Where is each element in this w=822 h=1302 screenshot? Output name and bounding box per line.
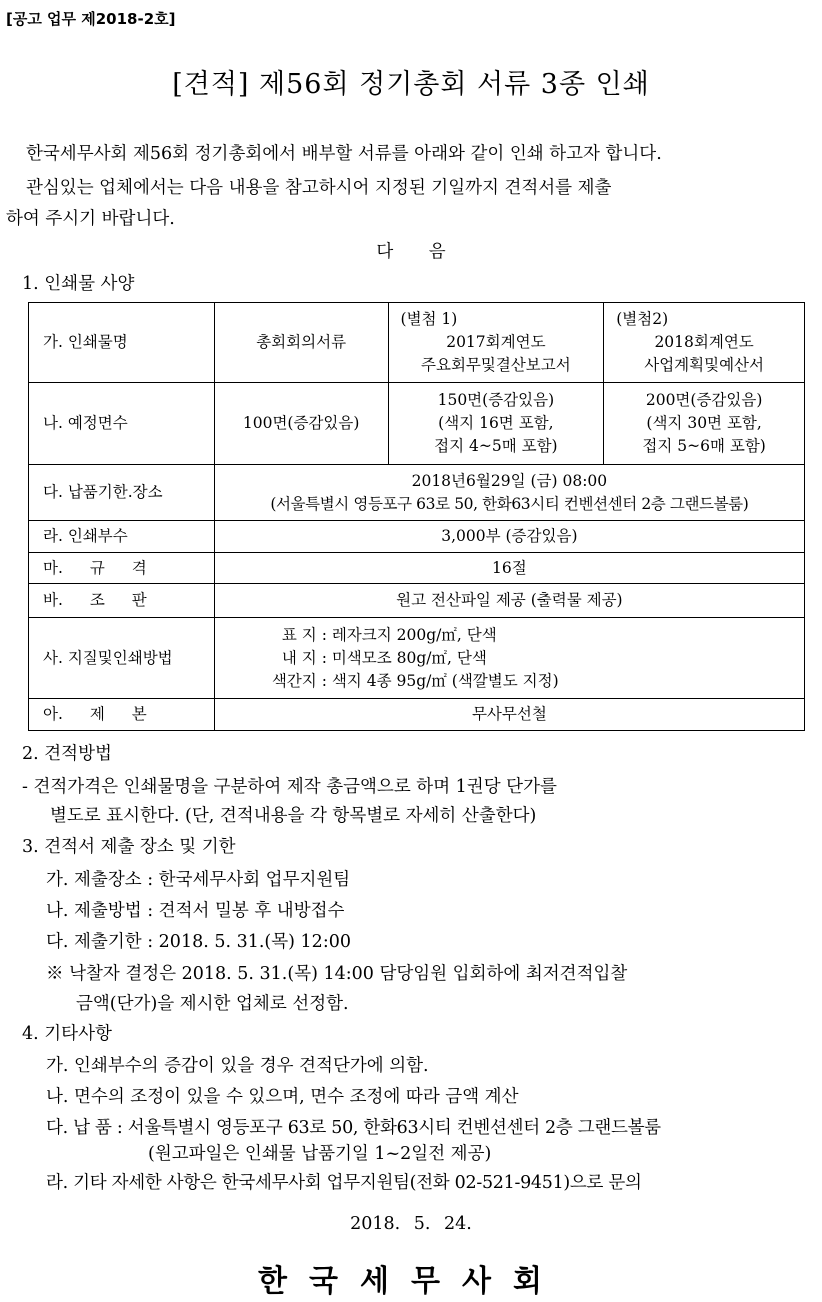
paper-value xyxy=(214,618,804,699)
document-date: 2018. 5. 24. xyxy=(350,1214,472,1234)
print-name-col2: (별첨 1) 2017회계연도 주요회무및결산보고서 xyxy=(388,303,604,383)
label-layout: 바. 조 판 xyxy=(29,584,215,618)
size-value: 16절 xyxy=(214,553,804,584)
section3-place: 가. 제출장소 : 한국세무사회 업무지원팀 xyxy=(46,870,351,890)
label-size: 마. 규 격 xyxy=(29,553,215,584)
section1-heading: 1. 인쇄물 사양 xyxy=(22,274,135,294)
section2-line-2: 별도로 표시한다. (단, 견적내용을 각 항목별로 자세히 산출한다) xyxy=(50,806,537,826)
label-pages: 나. 예정면수 xyxy=(29,383,215,465)
row-layout xyxy=(29,584,805,618)
section3-deadline: 다. 제출기한 : 2018. 5. 31.(목) 12:00 xyxy=(46,932,351,952)
row-binding xyxy=(29,699,805,731)
section4-item-a: 가. 인쇄부수의 증감이 있을 경우 견적단가에 의함. xyxy=(46,1056,429,1076)
section2-line-1: - 견적가격은 인쇄물명을 구분하여 제작 총금액으로 하며 1권당 단가를 xyxy=(22,777,557,797)
layout-value: 원고 전산파일 제공 (출력물 제공) xyxy=(214,584,804,618)
intro-line-1: 한국세무사회 제56회 정기총회에서 배부할 서류를 아래와 같이 인쇄 하고자 합니다. xyxy=(26,144,662,164)
label-copies: 라. 인쇄부수 xyxy=(29,521,215,553)
pages-col2: 150면(증감있음) (색지 16면 포함, 접지 4~5매 포함) xyxy=(388,383,604,465)
label-paper: 사. 지질및인쇄방법 xyxy=(29,618,215,699)
delivery-value: 2018년6월29일 (금) 08:00 (서울특별시 영등포구 63로 50, 한화63시티 컨벤션센터 2층 그랜드볼룸) xyxy=(214,465,804,521)
row-delivery xyxy=(29,465,805,521)
row-print-name xyxy=(29,303,805,383)
label-delivery: 다. 납품기한.장소 xyxy=(29,465,215,521)
section3-note-1: ※ 낙찰자 결정은 2018. 5. 31.(목) 14:00 담당임원 입회하에 최저견적입찰 xyxy=(46,964,628,984)
row-paper xyxy=(29,618,805,699)
copies-value: 3,000부 (증감있음) xyxy=(214,521,804,553)
pages-col1: 100면(증감있음) xyxy=(214,383,388,465)
row-pages xyxy=(29,383,805,465)
row-size xyxy=(29,553,805,584)
section3-heading: 3. 견적서 제출 장소 및 기한 xyxy=(22,837,236,857)
label-print-name: 가. 인쇄물명 xyxy=(29,303,215,383)
section3-method: 나. 제출방법 : 견적서 밀봉 후 내방접수 xyxy=(46,901,345,921)
row-copies xyxy=(29,521,805,553)
section4-item-c: 다. 납 품 : 서울특별시 영등포구 63로 50, 한화63시티 컨벤션센터 2층 그랜드볼룸 xyxy=(46,1118,661,1138)
spec-table xyxy=(28,302,805,731)
label-binding: 아. 제 본 xyxy=(29,699,215,731)
print-name-col1: 총회회의서류 xyxy=(214,303,388,383)
section4-item-d: 라. 기타 자세한 사항은 한국세무사회 업무지원팀(전화 02-521-9451)으로 문의 xyxy=(46,1173,642,1193)
intro-line-3: 하여 주시기 바랍니다. xyxy=(6,209,175,229)
organization-name: 한국세무사회 xyxy=(258,1264,564,1299)
section4-item-b: 나. 면수의 조정이 있을 수 있으며, 면수 조정에 따라 금액 계산 xyxy=(46,1087,519,1107)
section4-item-c-note: (원고파일은 인쇄물 납품기일 1~2일전 제공) xyxy=(148,1144,492,1164)
paper-item: 표 지 : 레자크지 200g/㎡, 단색 xyxy=(281,625,497,644)
document-title: [견적] 제56회 정기총회 서류 3종 인쇄 xyxy=(172,69,650,100)
section2-heading: 2. 견적방법 xyxy=(22,744,112,764)
section3-note-2: 금액(단가)을 제시한 업체로 선정함. xyxy=(76,994,349,1014)
pages-col3: 200면(증감있음) (색지 30면 포함, 접지 5~6매 포함) xyxy=(604,383,805,465)
paper-item: 내 지 : 미색모조 80g/㎡, 단색 xyxy=(281,648,487,667)
binding-value: 무사무선철 xyxy=(214,699,804,731)
intro-line-2: 관심있는 업체에서는 다음 내용을 참고하시어 지정된 기일까지 견적서를 제출 xyxy=(26,178,612,198)
print-name-col3: (별첨2) 2018회계연도 사업계획및예산서 xyxy=(604,303,805,383)
paper-item: 색간지 : 색지 4종 95g/㎡ (색깔별도 지정) xyxy=(271,671,559,690)
da-eum-heading: 다 음 xyxy=(376,242,446,262)
section4-heading: 4. 기타사항 xyxy=(22,1024,112,1044)
notice-number: [공고 업무 제2018-2호] xyxy=(6,10,176,28)
